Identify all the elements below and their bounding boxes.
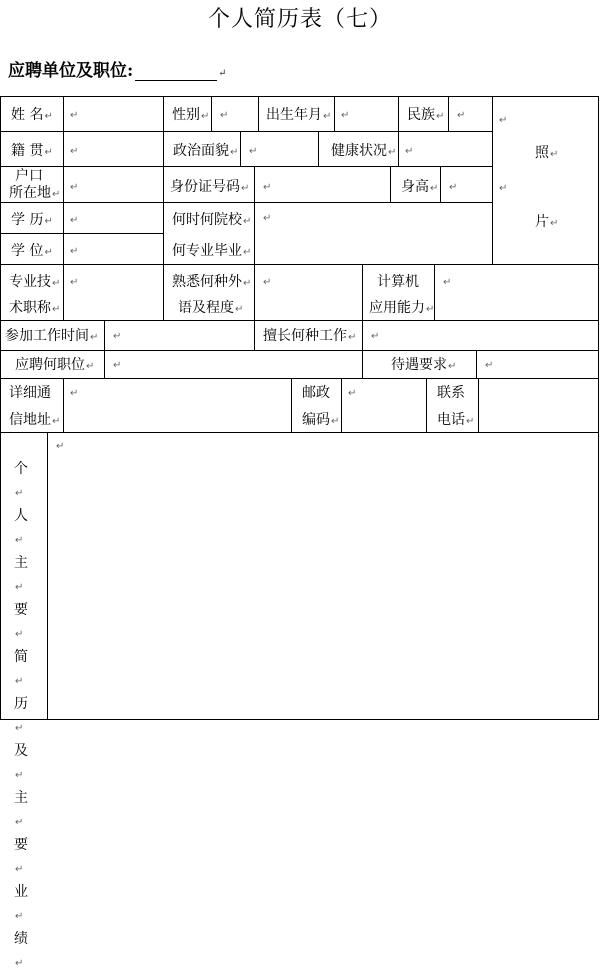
cell-work-start-label: 参加工作时间↵ bbox=[0, 320, 104, 350]
resume-label-char: 要↵ bbox=[14, 837, 28, 875]
cell-resume-value[interactable]: ↵ bbox=[47, 432, 599, 720]
resume-label-char: 绩↵ bbox=[14, 931, 28, 969]
cell-salary-value[interactable]: ↵ bbox=[476, 350, 599, 378]
cell-gender-label: 性别↵ bbox=[163, 96, 211, 131]
cell-phone-label: 联系 电话↵ bbox=[426, 378, 478, 432]
resume-vertical-label bbox=[14, 458, 32, 975]
resume-label-char: 及↵ bbox=[14, 743, 28, 781]
cell-height-value[interactable]: ↵ bbox=[440, 166, 492, 202]
cell-position-value[interactable]: ↵ bbox=[104, 350, 362, 378]
applied-position-text: 应聘单位及职位: bbox=[8, 61, 134, 81]
cell-phone-value[interactable] bbox=[478, 378, 599, 432]
applied-position-blank[interactable] bbox=[135, 64, 217, 81]
resume-label-char: 要↵ bbox=[14, 602, 28, 640]
cell-hukou-label: 户口 所在地↵ bbox=[0, 166, 63, 202]
cell-birth-label: 出生年月↵ bbox=[258, 96, 334, 131]
resume-label-char: 业↵ bbox=[14, 884, 28, 922]
cell-degree-label: 学 位↵ bbox=[0, 233, 63, 264]
cell-hukou-value[interactable]: ↵ bbox=[63, 166, 163, 202]
table-right-border bbox=[598, 96, 599, 720]
cell-name-label: 姓 名↵ bbox=[0, 96, 63, 131]
cell-id-value[interactable]: ↵ bbox=[254, 166, 390, 202]
cell-specialty-label: 擅长何种工作↵ bbox=[254, 320, 362, 350]
cell-health-value[interactable]: ↵ bbox=[398, 131, 492, 166]
resume-label-char: 个↵ bbox=[14, 461, 28, 499]
cell-native-label: 籍 贯↵ bbox=[0, 131, 63, 166]
photo-label-2: 片↵ bbox=[535, 214, 559, 230]
cell-position-label: 应聘何职位↵ bbox=[0, 350, 104, 378]
photo-label-1: 照↵ bbox=[535, 145, 559, 161]
cell-education-value[interactable]: ↵ bbox=[63, 202, 163, 233]
cell-political-label: 政治面貌↵ bbox=[163, 131, 240, 166]
cell-native-value[interactable]: ↵ bbox=[63, 131, 163, 166]
cell-work-start-value[interactable]: ↵ bbox=[104, 320, 254, 350]
cell-language-label: 熟悉何种外↵ 语及程度↵ bbox=[163, 264, 254, 320]
cell-ethnicity-label: 民族↵ bbox=[398, 96, 448, 131]
resume-label-char: 历↵ bbox=[14, 696, 28, 734]
cell-gender-value[interactable]: ↵ bbox=[211, 96, 258, 131]
cell-specialty-value[interactable]: ↵ bbox=[362, 320, 599, 350]
cell-education-label: 学 历↵ bbox=[0, 202, 63, 233]
cell-zip-value[interactable]: ↵ bbox=[341, 378, 426, 432]
cell-school-value[interactable]: ↵ bbox=[254, 202, 492, 264]
cell-id-label: 身份证号码↵ bbox=[163, 166, 254, 202]
cell-birth-value[interactable]: ↵ bbox=[334, 96, 398, 131]
cell-political-value[interactable]: ↵ bbox=[240, 131, 318, 166]
cell-computer-value[interactable]: ↵ bbox=[434, 264, 599, 320]
cell-height-label: 身高↵ bbox=[390, 166, 440, 202]
cell-title-label: 专业技↵ 术职称↵ bbox=[0, 264, 63, 320]
cell-computer-label: 计算机 应用能力↵ bbox=[362, 264, 434, 320]
cell-address-value[interactable]: ↵ bbox=[63, 378, 291, 432]
resume-label-char: 主↵ bbox=[14, 555, 28, 593]
cell-title-value[interactable]: ↵ bbox=[63, 264, 163, 320]
cell-address-label: 详细通 信地址↵ bbox=[0, 378, 63, 432]
page-title: 个人简历表（七） bbox=[207, 7, 392, 32]
resume-label-char: 人↵ bbox=[14, 508, 28, 546]
table-bottom-border bbox=[0, 719, 599, 720]
cell-photo[interactable]: ↵ 照↵ ↵ 片↵ bbox=[492, 96, 599, 264]
applied-position-label bbox=[8, 56, 227, 81]
paragraph-mark: ↵ bbox=[218, 68, 227, 79]
cell-name-value[interactable]: ↵ bbox=[63, 96, 163, 131]
cell-ethnicity-value[interactable]: ↵ bbox=[448, 96, 492, 131]
cell-salary-label: 待遇要求↵ bbox=[362, 350, 476, 378]
cell-school-label: 何时何院校↵ 何专业毕业↵ bbox=[163, 202, 254, 264]
resume-label-char: 主↵ bbox=[14, 790, 28, 828]
cell-degree-value[interactable]: ↵ bbox=[63, 233, 163, 264]
cell-zip-label: 邮政 编码↵ bbox=[291, 378, 341, 432]
cell-health-label: 健康状况↵ bbox=[318, 131, 398, 166]
resume-label-char: 简↵ bbox=[14, 649, 28, 687]
cell-language-value[interactable]: ↵ bbox=[254, 264, 362, 320]
